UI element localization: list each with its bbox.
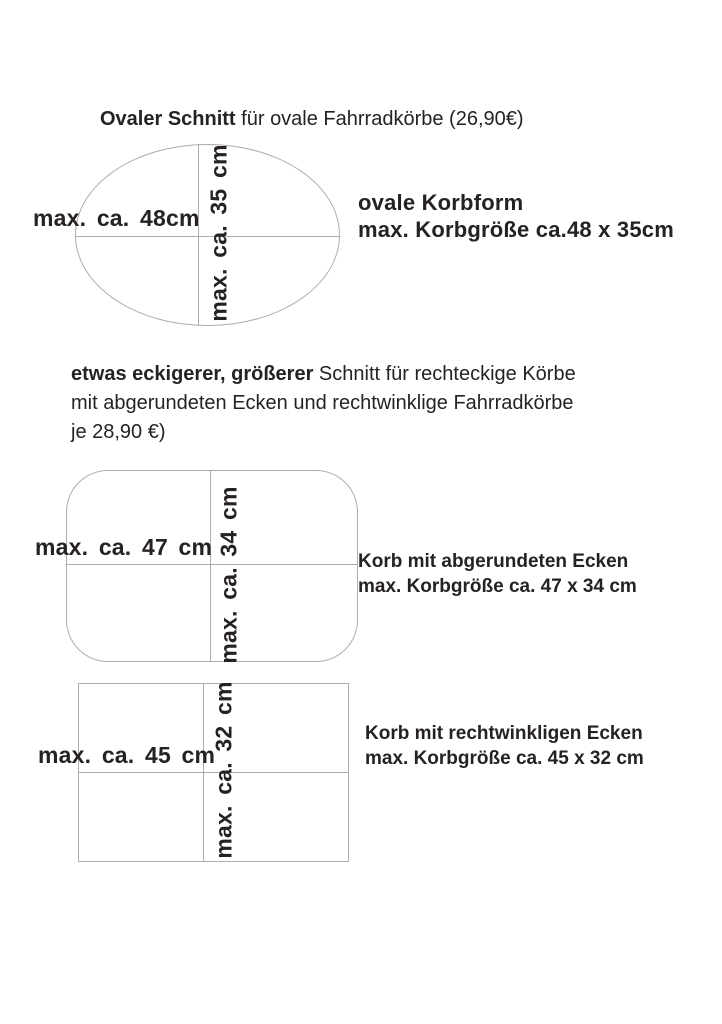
oval-width-label: max. ca. 48cm: [33, 205, 200, 231]
rounded-annotation: [358, 549, 637, 599]
oval-height-line: [198, 144, 199, 326]
oval-annotation-line1: ovale Korbform: [358, 190, 524, 215]
rect-height-label: max. ca. 32 cm: [210, 681, 237, 859]
heading-rest: Schnitt für rechteckige Körbe: [313, 363, 576, 385]
heading-line3: je 28,90 €): [71, 421, 166, 443]
rounded-height-line: [210, 470, 211, 662]
oval-title-rest: für ovale Fahrradkörbe (26,90€): [235, 108, 524, 130]
heading-line1: [71, 360, 576, 389]
rect-height-line: [203, 683, 204, 862]
rect-width-label: max. ca. 45 cm: [38, 742, 216, 768]
rounded-basket-outline: [66, 470, 358, 662]
rounded-annotation-line1: Korb mit abgerundeten Ecken: [358, 551, 629, 572]
rounded-width-line: [66, 564, 358, 565]
rect-sections-heading: [71, 360, 576, 447]
rect-annotation-line1: Korb mit rechtwinkligen Ecken: [365, 723, 643, 744]
rounded-annotation-line2: max. Korbgröße ca. 47 x 34 cm: [358, 576, 637, 597]
oval-height-label: max. ca. 35 cm: [205, 144, 232, 322]
rect-annotation: [365, 721, 644, 771]
oval-annotation-line2: max. Korbgröße ca.48 x 35cm: [358, 217, 674, 242]
heading-bold: etwas eckigerer, größerer: [71, 363, 314, 385]
rounded-height-label: max. ca. 34 cm: [215, 486, 242, 664]
oval-section-title: [100, 106, 524, 133]
rounded-width-label: max. ca. 47 cm: [35, 534, 213, 560]
rect-annotation-line2: max. Korbgröße ca. 45 x 32 cm: [365, 748, 644, 769]
oval-title-bold: Ovaler Schnitt: [100, 108, 236, 130]
oval-annotation: [358, 189, 674, 243]
heading-line2: mit abgerundeten Ecken und rechtwinklige Fahrradkörbe: [71, 392, 574, 414]
